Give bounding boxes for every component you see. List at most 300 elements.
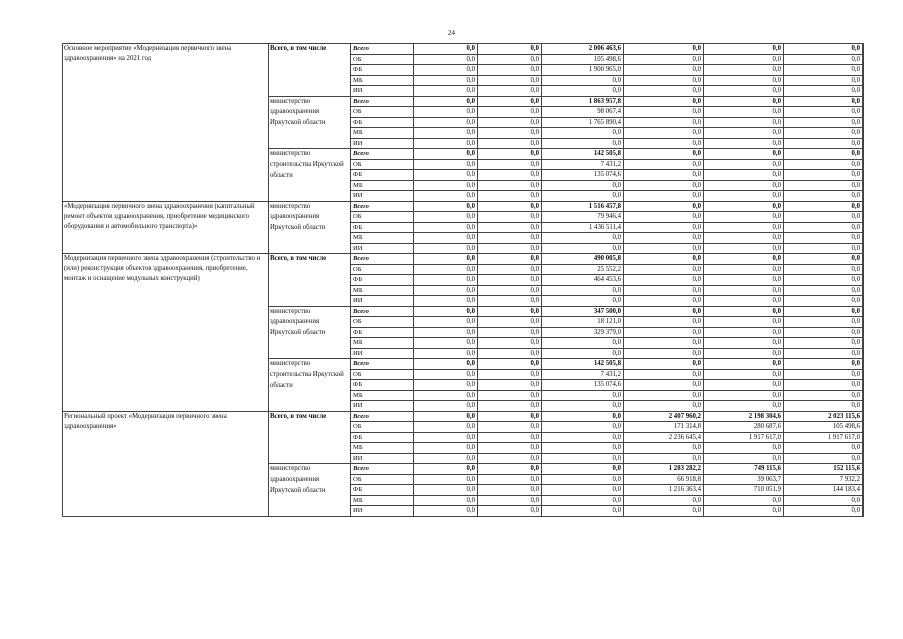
amount-cell — [863, 264, 864, 275]
amount-cell: 0,0 — [624, 75, 704, 86]
amount-cell: 0,0 — [624, 96, 704, 107]
table-row — [63, 44, 864, 55]
amount-cell: 347 500,0 — [542, 306, 624, 317]
amount-cell: 1 216 363,4 — [624, 485, 704, 496]
amount-cell: 0,0 — [414, 138, 478, 149]
amount-cell: 171 314,8 — [624, 422, 704, 433]
amount-cell: 0,0 — [542, 411, 624, 422]
amount-cell: 0,0 — [542, 464, 624, 475]
amount-cell: 0,0 — [704, 54, 784, 65]
funding-source-cell: МБ — [351, 443, 414, 454]
amount-cell: 0,0 — [542, 296, 624, 307]
amount-cell — [863, 138, 864, 149]
amount-cell: 0,0 — [414, 170, 478, 181]
responsible-executor-cell: министерство здравоохранения Иркутской области — [269, 306, 351, 359]
amount-cell: 2 407 960,2 — [624, 411, 704, 422]
amount-cell: 0,0 — [478, 306, 542, 317]
amount-cell — [863, 390, 864, 401]
amount-cell: 0,0 — [414, 485, 478, 496]
funding-source-cell: ИИ — [351, 401, 414, 412]
funding-source-cell: ИИ — [351, 191, 414, 202]
amount-cell: 0,0 — [542, 243, 624, 254]
amount-cell: 0,0 — [784, 54, 863, 65]
amount-cell: 0,0 — [414, 474, 478, 485]
amount-cell: 0,0 — [704, 159, 784, 170]
amount-cell: 0,0 — [542, 401, 624, 412]
amount-cell: 0,0 — [624, 327, 704, 338]
amount-cell — [863, 191, 864, 202]
amount-cell: 0,0 — [704, 453, 784, 464]
funding-source-cell: Всего — [351, 149, 414, 160]
table-row — [63, 254, 864, 265]
amount-cell: 0,0 — [704, 327, 784, 338]
amount-cell: 0,0 — [784, 443, 863, 454]
amount-cell: 0,0 — [624, 359, 704, 370]
amount-cell — [863, 359, 864, 370]
amount-cell: 135 074,6 — [542, 380, 624, 391]
amount-cell: 0,0 — [478, 180, 542, 191]
funding-source-cell: Всего — [351, 96, 414, 107]
amount-cell: 0,0 — [624, 170, 704, 181]
funding-source-cell: ИИ — [351, 296, 414, 307]
funding-source-cell: ФБ — [351, 485, 414, 496]
amount-cell: 0,0 — [784, 506, 863, 517]
amount-cell: 0,0 — [784, 243, 863, 254]
funding-source-cell: МБ — [351, 338, 414, 349]
amount-cell: 0,0 — [542, 233, 624, 244]
amount-cell: 1 917 617,0 — [704, 432, 784, 443]
amount-cell: 0,0 — [704, 495, 784, 506]
amount-cell: 0,0 — [704, 86, 784, 97]
funding-source-cell: ФБ — [351, 327, 414, 338]
amount-cell: 0,0 — [624, 369, 704, 380]
amount-cell: 0,0 — [704, 285, 784, 296]
amount-cell: 0,0 — [784, 254, 863, 265]
funding-source-cell: ФБ — [351, 222, 414, 233]
amount-cell: 0,0 — [784, 65, 863, 76]
amount-cell: 0,0 — [414, 54, 478, 65]
amount-cell: 0,0 — [784, 149, 863, 160]
amount-cell: 0,0 — [478, 201, 542, 212]
amount-cell: 2 236 645,4 — [624, 432, 704, 443]
amount-cell: 135 074,6 — [542, 170, 624, 181]
amount-cell: 0,0 — [414, 149, 478, 160]
amount-cell — [863, 443, 864, 454]
amount-cell: 0,0 — [624, 65, 704, 76]
amount-cell: 0,0 — [624, 54, 704, 65]
amount-cell: 0,0 — [784, 359, 863, 370]
funding-source-cell: МБ — [351, 285, 414, 296]
amount-cell: 1 516 457,8 — [542, 201, 624, 212]
amount-cell: 7 431,2 — [542, 369, 624, 380]
amount-cell: 0,0 — [784, 180, 863, 191]
amount-cell: 0,0 — [414, 306, 478, 317]
amount-cell: 2 006 463,6 — [542, 44, 624, 55]
amount-cell: 0,0 — [704, 306, 784, 317]
funding-source-cell: МБ — [351, 390, 414, 401]
amount-cell: 0,0 — [784, 170, 863, 181]
funding-source-cell: ОБ — [351, 369, 414, 380]
amount-cell: 0,0 — [784, 401, 863, 412]
amount-cell: 7 932,2 — [784, 474, 863, 485]
amount-cell: 0,0 — [624, 159, 704, 170]
amount-cell: 0,0 — [542, 180, 624, 191]
amount-cell: 0,0 — [414, 159, 478, 170]
amount-cell — [863, 348, 864, 359]
amount-cell: 0,0 — [704, 275, 784, 286]
amount-cell: 0,0 — [542, 443, 624, 454]
amount-cell: 0,0 — [478, 411, 542, 422]
amount-cell: 0,0 — [624, 285, 704, 296]
amount-cell: 0,0 — [478, 390, 542, 401]
amount-cell: 0,0 — [624, 138, 704, 149]
amount-cell — [863, 44, 864, 55]
amount-cell: 0,0 — [478, 359, 542, 370]
amount-cell: 0,0 — [704, 75, 784, 86]
amount-cell: 0,0 — [414, 65, 478, 76]
amount-cell: 0,0 — [704, 401, 784, 412]
amount-cell: 0,0 — [704, 96, 784, 107]
amount-cell: 0,0 — [624, 254, 704, 265]
amount-cell: 0,0 — [478, 191, 542, 202]
amount-cell — [863, 422, 864, 433]
responsible-executor-cell: министерство здравоохранения Иркутской области — [269, 464, 351, 517]
funding-source-cell: МБ — [351, 128, 414, 139]
amount-cell — [863, 464, 864, 475]
amount-cell: 66 918,8 — [624, 474, 704, 485]
amount-cell: 7 431,2 — [542, 159, 624, 170]
funding-source-cell: ОБ — [351, 264, 414, 275]
amount-cell: 0,0 — [414, 128, 478, 139]
funding-source-cell: ОБ — [351, 212, 414, 223]
amount-cell: 0,0 — [784, 75, 863, 86]
amount-cell: 1 863 957,8 — [542, 96, 624, 107]
table-row — [63, 201, 864, 212]
amount-cell: 0,0 — [414, 222, 478, 233]
amount-cell: 0,0 — [414, 107, 478, 118]
amount-cell: 0,0 — [414, 401, 478, 412]
amount-cell: 0,0 — [414, 254, 478, 265]
amount-cell: 0,0 — [414, 359, 478, 370]
amount-cell: 0,0 — [704, 180, 784, 191]
amount-cell: 0,0 — [784, 264, 863, 275]
amount-cell: 0,0 — [624, 191, 704, 202]
amount-cell: 105 498,6 — [542, 54, 624, 65]
amount-cell: 0,0 — [478, 254, 542, 265]
amount-cell — [863, 117, 864, 128]
amount-cell: 0,0 — [624, 233, 704, 244]
amount-cell: 0,0 — [704, 296, 784, 307]
amount-cell: 0,0 — [478, 401, 542, 412]
amount-cell — [863, 159, 864, 170]
amount-cell: 0,0 — [704, 65, 784, 76]
amount-cell: 0,0 — [784, 390, 863, 401]
amount-cell: 280 687,6 — [704, 422, 784, 433]
amount-cell: 464 453,6 — [542, 275, 624, 286]
amount-cell — [863, 338, 864, 349]
funding-source-cell: ИИ — [351, 348, 414, 359]
amount-cell: 39 063,7 — [704, 474, 784, 485]
amount-cell: 0,0 — [704, 264, 784, 275]
amount-cell: 0,0 — [414, 443, 478, 454]
amount-cell: 0,0 — [414, 422, 478, 433]
amount-cell: 0,0 — [784, 306, 863, 317]
amount-cell: 0,0 — [414, 275, 478, 286]
amount-cell: 0,0 — [478, 243, 542, 254]
amount-cell: 0,0 — [784, 380, 863, 391]
amount-cell: 142 505,8 — [542, 359, 624, 370]
funding-source-cell: ИИ — [351, 506, 414, 517]
amount-cell: 0,0 — [478, 65, 542, 76]
amount-cell: 0,0 — [478, 222, 542, 233]
amount-cell: 0,0 — [624, 264, 704, 275]
responsible-executor-cell: министерство здравоохранения Иркутской области — [269, 96, 351, 149]
amount-cell: 0,0 — [624, 506, 704, 517]
amount-cell — [863, 369, 864, 380]
amount-cell: 329 379,0 — [542, 327, 624, 338]
funding-source-cell: МБ — [351, 495, 414, 506]
amount-cell: 0,0 — [478, 107, 542, 118]
amount-cell: 0,0 — [704, 107, 784, 118]
amount-cell — [863, 317, 864, 328]
amount-cell: 0,0 — [704, 380, 784, 391]
amount-cell: 0,0 — [414, 338, 478, 349]
amount-cell: 25 552,2 — [542, 264, 624, 275]
amount-cell: 0,0 — [414, 96, 478, 107]
amount-cell — [863, 233, 864, 244]
amount-cell: 0,0 — [414, 506, 478, 517]
amount-cell — [863, 485, 864, 496]
amount-cell: 0,0 — [542, 485, 624, 496]
funding-source-cell: ФБ — [351, 65, 414, 76]
amount-cell: 0,0 — [414, 390, 478, 401]
amount-cell — [863, 212, 864, 223]
funding-source-cell: ИИ — [351, 86, 414, 97]
amount-cell: 0,0 — [542, 453, 624, 464]
amount-cell — [863, 180, 864, 191]
amount-cell: 0,0 — [704, 233, 784, 244]
amount-cell: 0,0 — [478, 422, 542, 433]
amount-cell: 0,0 — [478, 75, 542, 86]
amount-cell: 710 051,9 — [704, 485, 784, 496]
responsible-executor-cell: Всего, в том числе — [269, 44, 351, 97]
funding-source-cell: ИИ — [351, 453, 414, 464]
amount-cell: 2 198 304,6 — [704, 411, 784, 422]
amount-cell: 0,0 — [414, 75, 478, 86]
amount-cell: 0,0 — [624, 243, 704, 254]
amount-cell: 0,0 — [414, 117, 478, 128]
amount-cell: 0,0 — [624, 306, 704, 317]
amount-cell — [863, 275, 864, 286]
amount-cell: 0,0 — [784, 201, 863, 212]
amount-cell: 0,0 — [704, 348, 784, 359]
amount-cell: 0,0 — [784, 159, 863, 170]
amount-cell: 0,0 — [414, 369, 478, 380]
amount-cell: 0,0 — [478, 159, 542, 170]
amount-cell: 0,0 — [784, 222, 863, 233]
amount-cell: 0,0 — [624, 275, 704, 286]
funding-source-cell: ФБ — [351, 275, 414, 286]
funding-source-cell: ФБ — [351, 380, 414, 391]
amount-cell: 0,0 — [478, 233, 542, 244]
amount-cell — [863, 201, 864, 212]
amount-cell: 0,0 — [542, 495, 624, 506]
funding-source-cell: ОБ — [351, 422, 414, 433]
amount-cell: 0,0 — [542, 128, 624, 139]
amount-cell: 0,0 — [478, 275, 542, 286]
amount-cell — [863, 401, 864, 412]
amount-cell — [863, 474, 864, 485]
responsible-executor-cell: министерство строительства Иркутской области — [269, 149, 351, 202]
amount-cell: 0,0 — [478, 369, 542, 380]
amount-cell: 490 005,8 — [542, 254, 624, 265]
amount-cell: 0,0 — [784, 128, 863, 139]
amount-cell: 0,0 — [414, 317, 478, 328]
funding-source-cell: ФБ — [351, 117, 414, 128]
amount-cell: 0,0 — [704, 443, 784, 454]
amount-cell: 0,0 — [542, 75, 624, 86]
amount-cell: 0,0 — [784, 233, 863, 244]
amount-cell — [863, 170, 864, 181]
amount-cell: 142 505,8 — [542, 149, 624, 160]
funding-source-cell: ОБ — [351, 159, 414, 170]
amount-cell: 0,0 — [478, 317, 542, 328]
table-row — [63, 411, 864, 422]
amount-cell: 0,0 — [414, 243, 478, 254]
amount-cell: 0,0 — [624, 317, 704, 328]
amount-cell: 0,0 — [478, 453, 542, 464]
amount-cell: 0,0 — [478, 443, 542, 454]
amount-cell — [863, 285, 864, 296]
amount-cell: 0,0 — [784, 369, 863, 380]
event-name-cell: Региональный проект «Модернизация первичного звена здравоохранения» — [63, 411, 269, 516]
amount-cell: 0,0 — [704, 254, 784, 265]
amount-cell — [863, 495, 864, 506]
amount-cell: 0,0 — [784, 338, 863, 349]
amount-cell — [863, 86, 864, 97]
amount-cell — [863, 254, 864, 265]
amount-cell: 0,0 — [704, 149, 784, 160]
amount-cell: 0,0 — [784, 317, 863, 328]
amount-cell: 0,0 — [784, 495, 863, 506]
amount-cell: 0,0 — [704, 359, 784, 370]
amount-cell: 0,0 — [784, 96, 863, 107]
amount-cell: 2 023 115,6 — [784, 411, 863, 422]
amount-cell: 1 917 617,0 — [784, 432, 863, 443]
funding-source-cell: Всего — [351, 201, 414, 212]
amount-cell: 0,0 — [478, 170, 542, 181]
amount-cell: 0,0 — [478, 128, 542, 139]
amount-cell: 749 115,6 — [704, 464, 784, 475]
amount-cell: 0,0 — [414, 464, 478, 475]
budget-table — [62, 43, 864, 517]
amount-cell: 0,0 — [784, 296, 863, 307]
amount-cell: 0,0 — [542, 86, 624, 97]
event-name-cell: Модернизация первичного звена здравоохранения (строительство и (или) реконструкция объектов здравоохранения, приобретение, монтаж и оснащение модульных конструкций) — [63, 254, 269, 412]
amount-cell: 0,0 — [478, 86, 542, 97]
amount-cell — [863, 149, 864, 160]
funding-source-cell: ФБ — [351, 170, 414, 181]
amount-cell — [863, 75, 864, 86]
amount-cell — [863, 506, 864, 517]
amount-cell: 0,0 — [624, 443, 704, 454]
amount-cell: 0,0 — [784, 44, 863, 55]
funding-source-cell: МБ — [351, 233, 414, 244]
amount-cell: 1 900 965,0 — [542, 65, 624, 76]
amount-cell: 0,0 — [624, 453, 704, 464]
amount-cell: 0,0 — [478, 285, 542, 296]
amount-cell: 18 121,0 — [542, 317, 624, 328]
amount-cell: 0,0 — [414, 212, 478, 223]
amount-cell: 0,0 — [704, 369, 784, 380]
funding-source-cell: ИИ — [351, 138, 414, 149]
amount-cell: 0,0 — [414, 432, 478, 443]
funding-source-cell: ОБ — [351, 317, 414, 328]
amount-cell — [863, 243, 864, 254]
responsible-executor-cell: министерство здравоохранения Иркутской области — [269, 201, 351, 254]
amount-cell: 0,0 — [624, 222, 704, 233]
amount-cell: 0,0 — [624, 107, 704, 118]
amount-cell: 0,0 — [478, 117, 542, 128]
amount-cell: 0,0 — [478, 44, 542, 55]
amount-cell: 1 436 511,4 — [542, 222, 624, 233]
amount-cell: 0,0 — [478, 485, 542, 496]
amount-cell: 0,0 — [704, 170, 784, 181]
funding-source-cell: ОБ — [351, 474, 414, 485]
amount-cell: 0,0 — [704, 243, 784, 254]
funding-source-cell: МБ — [351, 75, 414, 86]
amount-cell: 0,0 — [414, 233, 478, 244]
amount-cell: 0,0 — [784, 117, 863, 128]
amount-cell: 0,0 — [784, 285, 863, 296]
amount-cell: 0,0 — [414, 296, 478, 307]
amount-cell: 0,0 — [478, 464, 542, 475]
amount-cell: 0,0 — [784, 138, 863, 149]
funding-source-cell: Всего — [351, 359, 414, 370]
amount-cell: 0,0 — [542, 348, 624, 359]
amount-cell: 0,0 — [478, 506, 542, 517]
amount-cell — [863, 96, 864, 107]
amount-cell: 0,0 — [478, 149, 542, 160]
amount-cell — [863, 128, 864, 139]
amount-cell: 0,0 — [414, 264, 478, 275]
amount-cell: 0,0 — [624, 149, 704, 160]
funding-source-cell: ФБ — [351, 432, 414, 443]
amount-cell: 0,0 — [784, 348, 863, 359]
amount-cell — [863, 296, 864, 307]
amount-cell: 0,0 — [414, 44, 478, 55]
amount-cell: 0,0 — [478, 474, 542, 485]
amount-cell: 0,0 — [784, 453, 863, 464]
amount-cell: 0,0 — [542, 191, 624, 202]
amount-cell — [863, 107, 864, 118]
amount-cell: 0,0 — [784, 327, 863, 338]
amount-cell: 0,0 — [414, 348, 478, 359]
amount-cell: 0,0 — [478, 96, 542, 107]
amount-cell: 0,0 — [784, 107, 863, 118]
amount-cell: 0,0 — [414, 327, 478, 338]
funding-source-cell: ИИ — [351, 243, 414, 254]
amount-cell: 0,0 — [414, 86, 478, 97]
amount-cell: 0,0 — [478, 338, 542, 349]
amount-cell: 152 115,6 — [784, 464, 863, 475]
page-number: 24 — [448, 29, 455, 37]
funding-source-cell: Всего — [351, 464, 414, 475]
amount-cell: 0,0 — [704, 138, 784, 149]
event-name-cell: «Модернизация первичного звена здравоохранения (капитальный ремонт объектов здравоохранения, приобретение медицинского оборудования и автомобильного транспорта)» — [63, 201, 269, 254]
amount-cell: 0,0 — [478, 327, 542, 338]
amount-cell: 0,0 — [704, 191, 784, 202]
